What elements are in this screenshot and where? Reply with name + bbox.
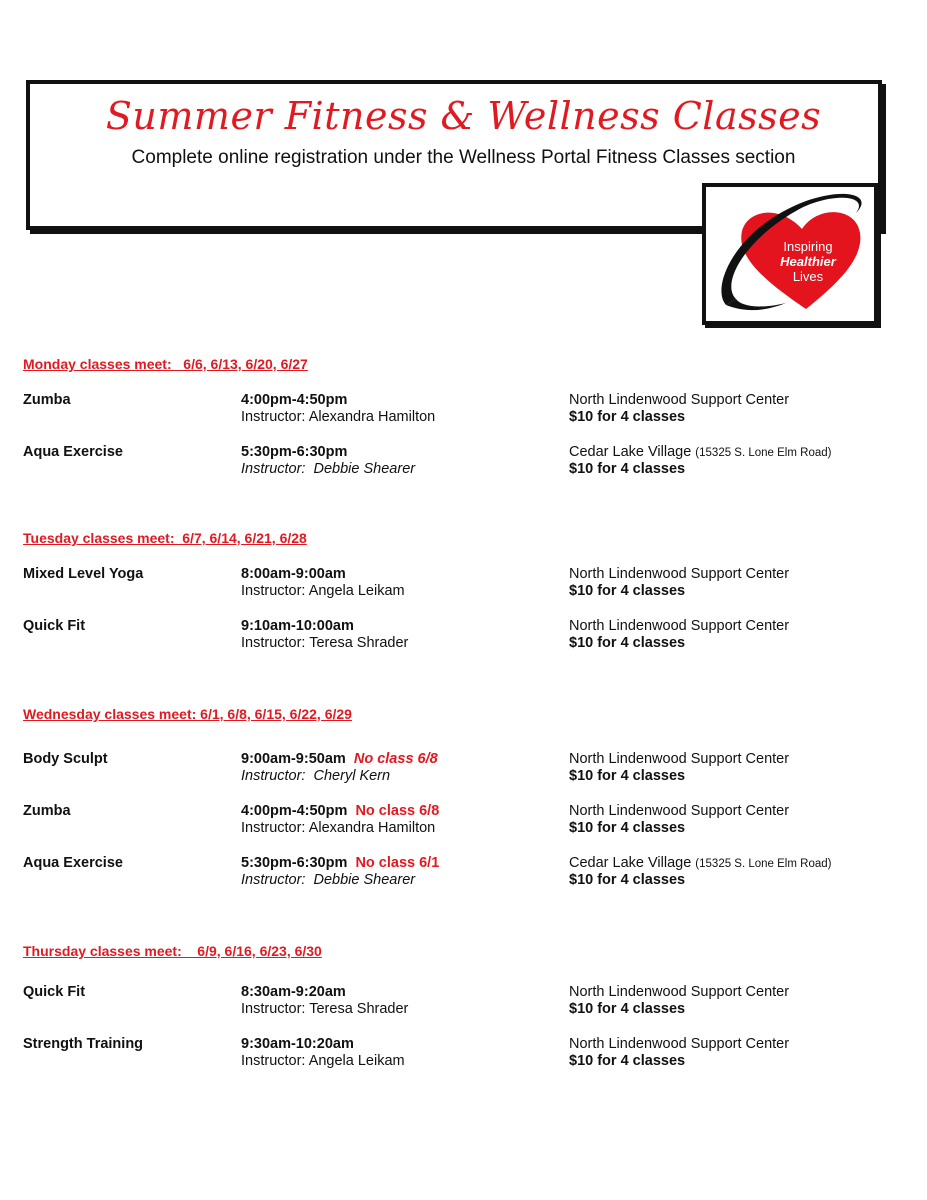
class-name: Zumba	[23, 803, 71, 819]
class-price: $10 for 4 classes	[569, 1053, 686, 1069]
class-row	[0, 566, 927, 602]
class-name: Quick Fit	[23, 618, 86, 634]
class-address: (15325 S. Lone Elm Road)	[695, 447, 832, 459]
class-time: 5:30pm-6:30pm	[241, 444, 348, 460]
logo	[702, 183, 878, 325]
day-heading-wednesday: Wednesday classes meet: 6/1, 6/8, 6/15, 6/22, 6/29	[23, 706, 352, 722]
class-price: $10 for 4 classes	[569, 461, 686, 477]
day-heading-monday: Monday classes meet: 6/6, 6/13, 6/20, 6/27	[23, 356, 308, 372]
class-location: North Lindenwood Support Center	[569, 566, 790, 582]
class-time: 4:00pm-4:50pm No class 6/8	[241, 803, 440, 819]
class-row	[0, 1036, 927, 1072]
class-instructor: Instructor: Debbie Shearer	[241, 461, 416, 477]
class-instructor: Instructor: Angela Leikam	[241, 1053, 405, 1069]
class-price: $10 for 4 classes	[569, 635, 686, 651]
class-row	[0, 984, 927, 1020]
class-instructor: Instructor: Alexandra Hamilton	[241, 409, 436, 425]
class-instructor: Instructor: Debbie Shearer	[241, 872, 416, 888]
class-row	[0, 751, 927, 787]
class-name: Strength Training	[23, 1036, 144, 1052]
class-price: $10 for 4 classes	[569, 872, 686, 888]
class-location: North Lindenwood Support Center	[569, 618, 790, 634]
class-instructor: Instructor: Teresa Shrader	[241, 1001, 409, 1017]
no-class-note: No class 6/8	[355, 803, 440, 819]
no-class-note: No class 6/1	[355, 855, 440, 871]
logo-text-line1: Inspiring	[783, 239, 833, 254]
page-subtitle: Complete online registration under the Wellness Portal Fitness Classes section	[131, 147, 796, 168]
class-name: Body Sculpt	[23, 751, 108, 767]
class-name: Aqua Exercise	[23, 855, 123, 871]
class-row	[0, 618, 927, 654]
class-row	[0, 803, 927, 839]
class-instructor: Instructor: Alexandra Hamilton	[241, 820, 436, 836]
class-instructor: Instructor: Angela Leikam	[241, 583, 405, 599]
class-price: $10 for 4 classes	[569, 409, 686, 425]
class-location: North Lindenwood Support Center	[569, 1036, 790, 1052]
class-time: 9:00am-9:50am No class 6/8	[241, 751, 438, 767]
class-price: $10 for 4 classes	[569, 820, 686, 836]
logo-text-line2: Healthier	[780, 254, 836, 269]
class-price: $10 for 4 classes	[569, 583, 686, 599]
day-heading-thursday: Thursday classes meet: 6/9, 6/16, 6/23, 6/30	[23, 943, 322, 959]
class-location: North Lindenwood Support Center	[569, 984, 790, 1000]
class-time: 4:00pm-4:50pm	[241, 392, 348, 408]
logo-text-line3: Lives	[792, 269, 824, 284]
class-location: North Lindenwood Support Center	[569, 803, 790, 819]
class-time: 8:00am-9:00am	[241, 566, 346, 582]
class-name: Mixed Level Yoga	[23, 566, 144, 582]
class-address: (15325 S. Lone Elm Road)	[695, 858, 832, 870]
class-time: 9:30am-10:20am	[241, 1036, 354, 1052]
class-location: Cedar Lake Village (15325 S. Lone Elm Road)	[569, 444, 832, 460]
class-name: Quick Fit	[23, 984, 86, 1000]
class-row	[0, 444, 927, 480]
day-heading-tuesday: Tuesday classes meet: 6/7, 6/14, 6/21, 6/28	[23, 530, 307, 546]
class-location: North Lindenwood Support Center	[569, 751, 790, 767]
class-time: 8:30am-9:20am	[241, 984, 346, 1000]
class-row	[0, 392, 927, 428]
class-price: $10 for 4 classes	[569, 1001, 686, 1017]
class-name: Aqua Exercise	[23, 444, 123, 460]
class-price: $10 for 4 classes	[569, 768, 686, 784]
page-title: Summer Fitness & Wellness Classes	[105, 94, 822, 138]
class-instructor: Instructor: Teresa Shrader	[241, 635, 409, 651]
class-location: Cedar Lake Village (15325 S. Lone Elm Road)	[569, 855, 832, 871]
class-name: Zumba	[23, 392, 71, 408]
no-class-note: No class 6/8	[353, 751, 438, 767]
class-location: North Lindenwood Support Center	[569, 392, 790, 408]
class-instructor: Instructor: Cheryl Kern	[241, 768, 391, 784]
class-row	[0, 855, 927, 891]
class-time: 5:30pm-6:30pm No class 6/1	[241, 855, 440, 871]
class-time: 9:10am-10:00am	[241, 618, 354, 634]
